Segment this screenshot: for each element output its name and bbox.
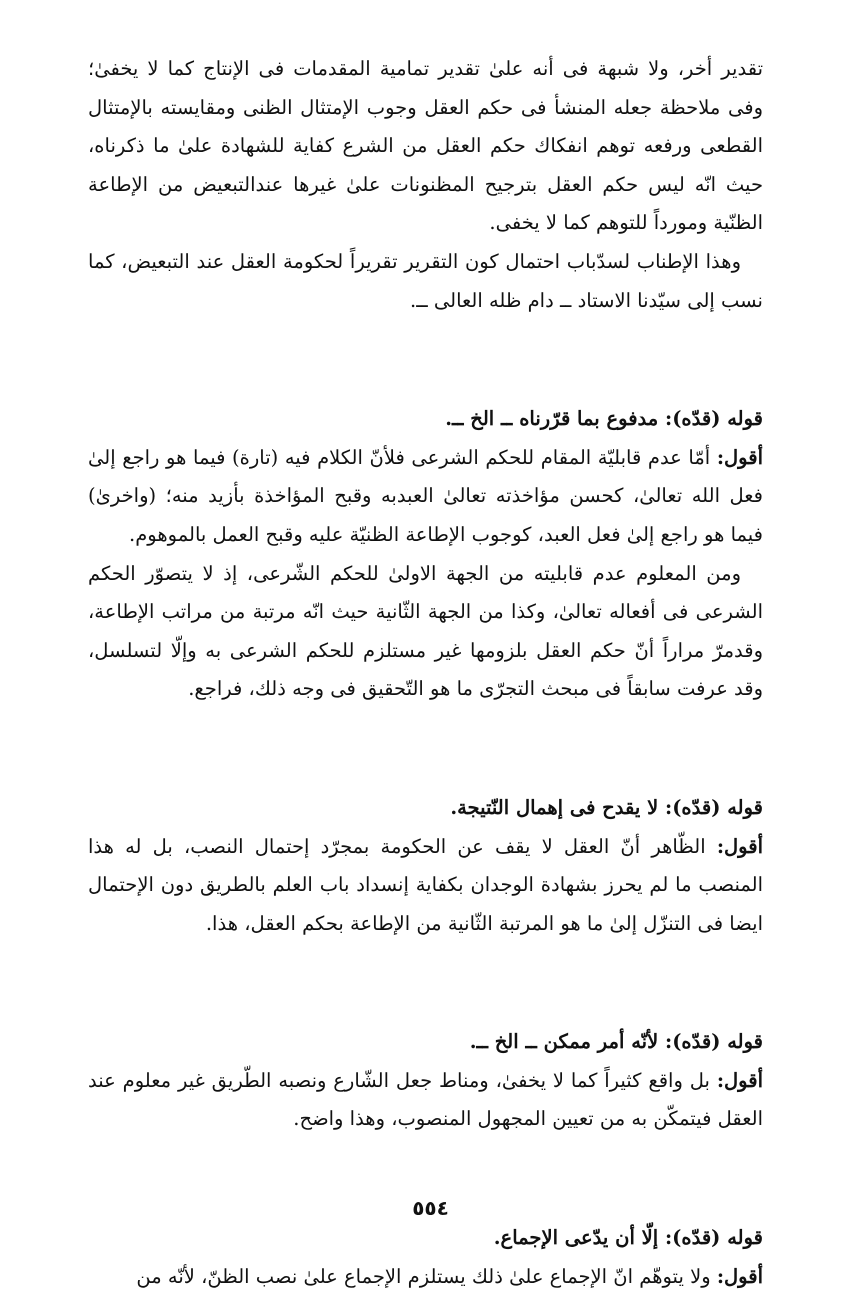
section-commentary-3 [88, 1023, 763, 1139]
section-paragraph [88, 1062, 763, 1139]
section-body: ولا يتوهّم انّ الإجماع علىٰ ذلك يستلزم الإجماع علىٰ نصب الظنّ، لأنّه من [136, 1264, 717, 1288]
section-paragraph [88, 1258, 763, 1296]
section-gap [88, 320, 763, 400]
section-body: الظّاهر أنّ العقل لا يقف عن الحكومة بمجرّد إحتمال النصب، بل له هذا المنصب ما لم يحرز بشهادة الوجدان بكفاية إنسداد باب العلم بالطريق دون الإحتمال ايضا فى التنزّل إلىٰ ما هو المرتبة الثّانية من الإطاعة بحكم العقل، هذا. [88, 834, 763, 935]
paragraph-note: وهذا الإطناب لسدّباب احتمال كون التقرير تقريراً لحكومة العقل عند التبعيض، كما نسب إلى سيّدنا الاستاد ــ دام ظله العالى ــ. [88, 249, 763, 312]
section-lead: أقول: [716, 1264, 763, 1288]
section-body: أمّا عدم قابليّة المقام للحكم الشرعى فلأنّ الكلام فيه (تارة) فيما هو راجع إلىٰ فعل الله تعالىٰ، كحسن مؤاخذته تعالىٰ العبدبه وقبح المؤاخذة بأزيد منه؛ (واخرىٰ) فيما هو راجع إلىٰ فعل العبد، كوجوب الإطاعة الظنيّة عليه وقبح العمل بالموهوم. [88, 445, 763, 546]
section-commentary-1 [88, 400, 763, 709]
section-paragraph-extra: ومن المعلوم عدم قابليته من الجهة الاولىٰ للحكم الشّرعى، إذ لا يتصوّر الحكم الشرعى فى أفعاله تعالىٰ، وكذا من الجهة الثّانية حيث انّه مرتبة من مراتب الإطاعة، وقدمرّ مراراً أنّ حكم العقل بلزومها غير مستلزم للحكم الشرعى به وإلّا لتسلسل، وقد عرفت سابقاً فى مبحث التجرّى ما هو التّحقيق فى وجه ذلك، فراجع. [88, 561, 763, 701]
section-heading: قوله (قدّه): إلّا أن يدّعى الإجماع. [493, 1226, 763, 1250]
page-number: ٥٥٤ [412, 1196, 449, 1220]
section-lead: أقول: [716, 445, 763, 469]
section-paragraph [88, 828, 763, 944]
section-gap [88, 943, 763, 1023]
section-gap [88, 709, 763, 789]
section-paragraph [88, 439, 763, 555]
section-commentary-2 [88, 789, 763, 943]
section-heading: قوله (قدّه): لا يقدح فى إهمال النّتيجة. [450, 795, 763, 819]
section-body: بل واقع كثيراً كما لا يخفىٰ، ومناط جعل الشّارع ونصبه الطّريق غير معلوم عند العقل فيتمكّن به من تعيين المجهول المنصوب، وهذا واضح. [88, 1068, 763, 1131]
paragraph-intro: تقدير أخر، ولا شبهة فى أنه علىٰ تقدير تمامية المقدمات فى الإنتاج كما لا يخفىٰ؛ وفى ملاحظة جعله المنشأ فى حكم العقل وجوب الإمتثال الظنى ومقايسته بالإمتثال القطعى ورفعه توهم انفكاك حكم العقل من الشرع كفاية للشهادة علىٰ ما ذكرناه، حيث انّه ليس حكم العقل بترجيح المظنونات علىٰ غيرها عندالتبعيض من الإطاعة الظنّية ومورداً للتوهم كما لا يخفى. [88, 57, 763, 235]
section-lead: أقول: [716, 834, 763, 858]
section-lead: أقول: [716, 1068, 763, 1092]
page-body [88, 50, 763, 1296]
section-commentary-4 [88, 1219, 763, 1296]
section-heading: قوله (قدّه): لأنّه أمر ممكن ــ الخ ــ. [469, 1030, 763, 1054]
section-heading: قوله (قدّه): مدفوع بما قرّرناه ــ الخ ــ. [445, 407, 763, 431]
